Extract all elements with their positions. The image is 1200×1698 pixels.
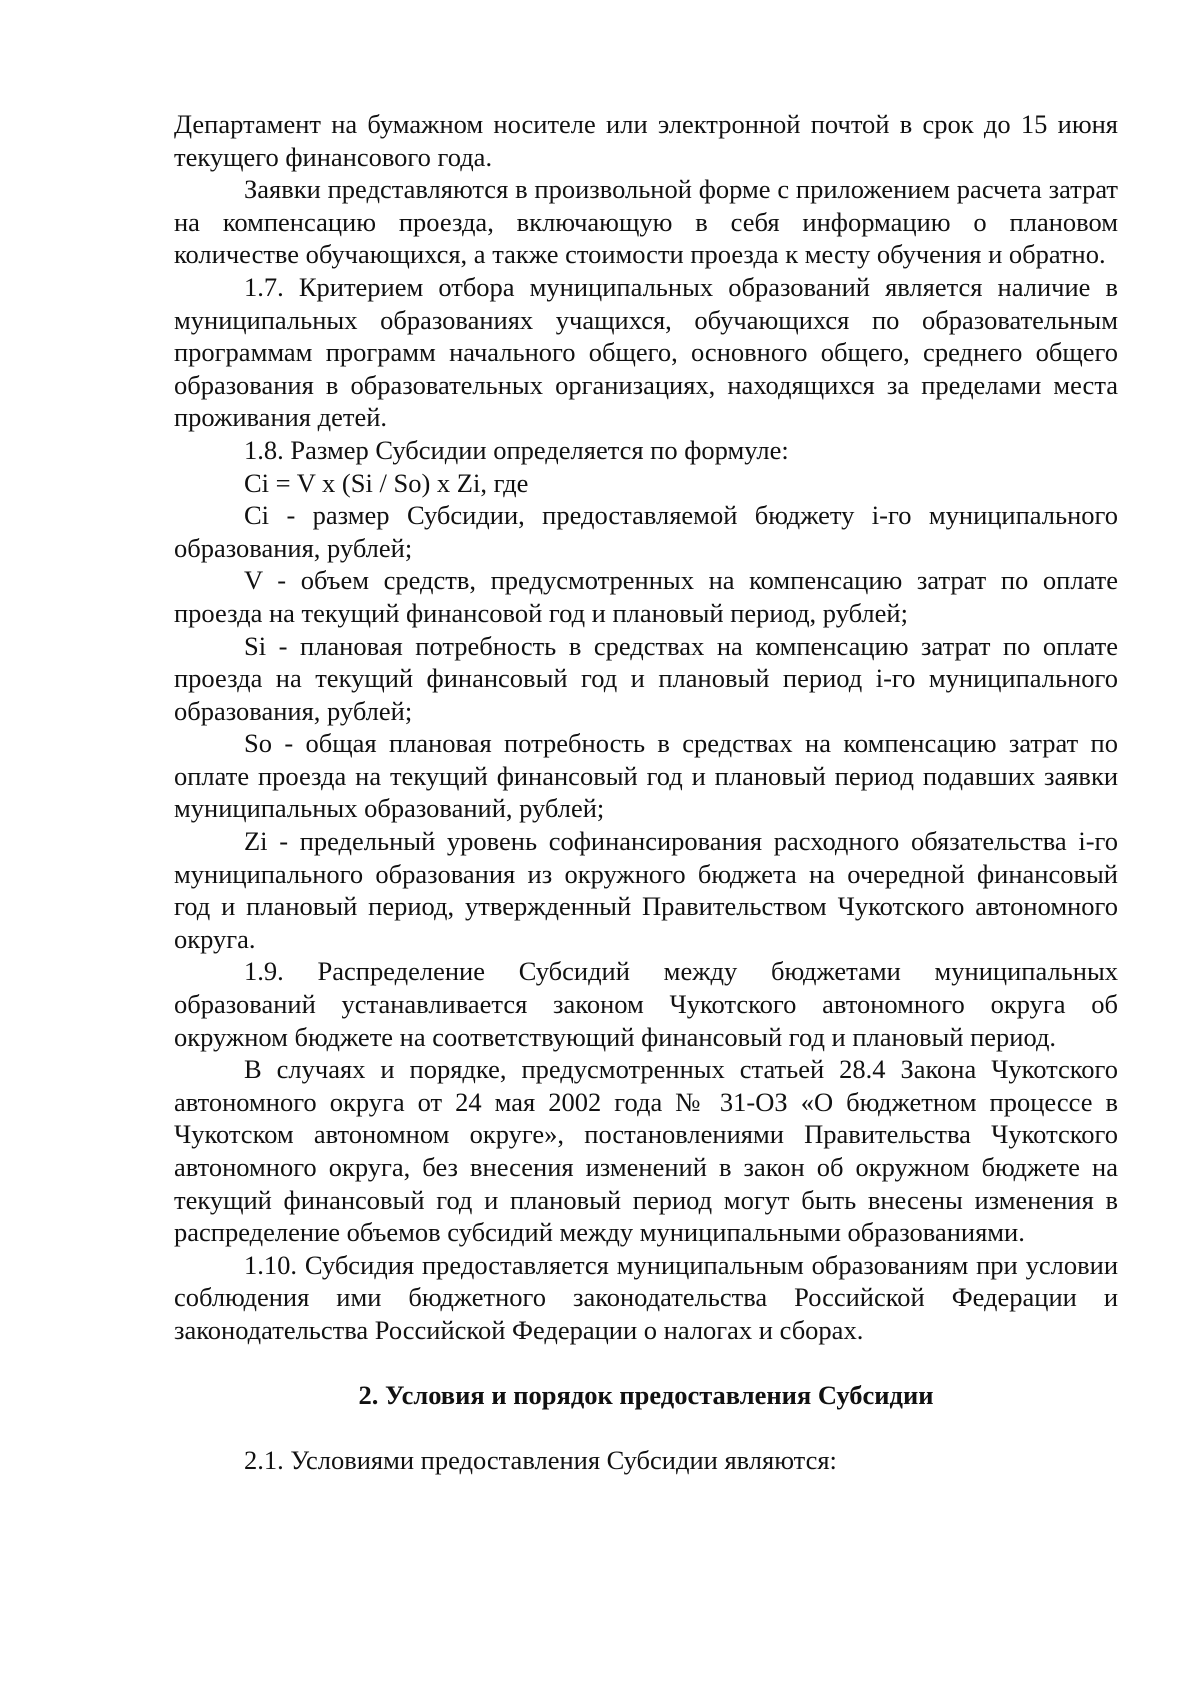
definition-si: Si - плановая потребность в средствах на компенсацию затрат по оплате проезда на текущий финансовый год и плановый период i-го муниципального образования, рублей; [174, 630, 1118, 726]
definition-ci: Ci - размер Субсидии, предоставляемой бюджету i-го муниципального образования, рублей; [174, 500, 1118, 563]
paragraph-1-8: 1.8. Размер Субсидии определяется по формуле: [244, 434, 789, 465]
definition-v: V - объем средств, предусмотренных на компенсацию затрат по оплате проезда на текущий финансовой год и плановый период, рублей; [174, 565, 1118, 628]
paragraph-redistribution: В случаях и порядке, предусмотренных статьей 28.4 Закона Чукотского автономного округа от 24 мая 2002 года № 31-ОЗ «О бюджетном процессе в Чукотском автономном округе», постановлениями Правительства Чукотского автономного округа, без внесения изменений в закон об окружном бюджете на текущий финансовый год и плановый период могут быть внесены изменения в распределение объемов субсидий между муниципальными образованиями. [174, 1054, 1118, 1248]
paragraph-continuation: Департамент на бумажном носителе или электронной почтой в срок до 15 июня текущего финансового года. [174, 109, 1118, 172]
paragraph-1-9: 1.9. Распределение Субсидий между бюджетами муниципальных образований устанавливается законом Чукотского автономного округа об окружном бюджете на соответствующий финансовый год и плановый период. [174, 956, 1118, 1052]
paragraph-2-1: 2.1. Условиями предоставления Субсидии являются: [244, 1445, 837, 1476]
definition-zi: Zi - предельный уровень софинансирования расходного обязательства i-го муниципального образования из окружного бюджета на очередной финансовый год и плановый период, утвержденный Правительством Чукотского автономного округа. [174, 826, 1118, 954]
paragraph-1-7: 1.7. Критерием отбора муниципальных образований является наличие в муниципальных образованиях учащихся, обучающихся по образовательным программам программ начального общего, основного общего, среднего общего образования в образовательных организациях, находящихся за пределами места проживания детей. [174, 271, 1118, 433]
paragraph-applications: Заявки представляются в произвольной форме с приложением расчета затрат на компенсацию проезда, включающую в себя информацию о плановом количестве обучающихся, а также стоимости проезда к месту обучения и обратно. [174, 174, 1118, 270]
formula-line: Ci = V x (Si / So) x Zi, где [244, 467, 529, 498]
definition-so: So - общая плановая потребность в средствах на компенсацию затрат по оплате проезда на текущий финансовый год и плановый период подавших заявки муниципальных образований, рублей; [174, 728, 1118, 824]
section-heading: 2. Условия и порядок предоставления Субсидии [358, 1379, 934, 1410]
paragraph-1-10: 1.10. Субсидия предоставляется муниципальным образованиям при условии соблюдения ими бюджетного законодательства Российской Федерации и законодательства Российской Федерации о налогах и сборах. [174, 1249, 1118, 1345]
